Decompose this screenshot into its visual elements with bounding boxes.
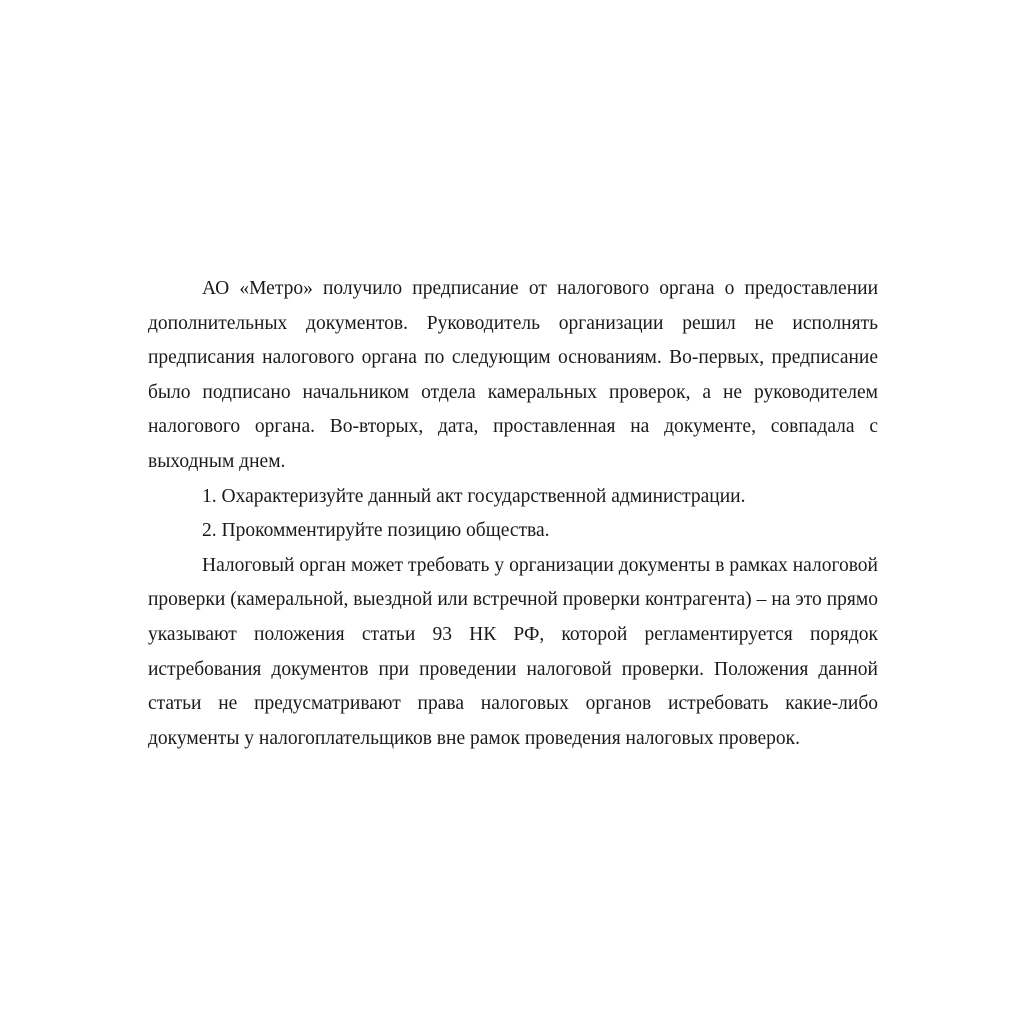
paragraph-case-description: АО «Метро» получило предписание от налогового органа о предоставлении дополнительных документов. Руководитель организации решил не исполнять предписания налогового органа по следующим основаниям. Во-первых, предписание было подписано начальником отдела камеральных проверок, а не руководителем налогового органа. Во-вторых, дата, проставленная на документе, совпадала с выходным днем.: [148, 278, 878, 472]
document-body: [148, 272, 878, 756]
paragraph-answer: Налоговый орган может требовать у организации документы в рамках налоговой проверки (камеральной, выездной или встречной проверки контрагента) – на это прямо указывают положения статьи 93 НК РФ, которой регламентируется порядок истребования документов при проведении налоговой проверки. Положения данной статьи не предусматривают права налоговых органов истребовать какие-либо документы у налогоплательщиков вне рамок проведения налоговых проверок.: [148, 554, 878, 749]
list-item-question-2: 2. Прокомментируйте позицию общества.: [202, 520, 550, 542]
list-item-question-1: 1. Охарактеризуйте данный акт государственной администрации.: [202, 485, 746, 507]
